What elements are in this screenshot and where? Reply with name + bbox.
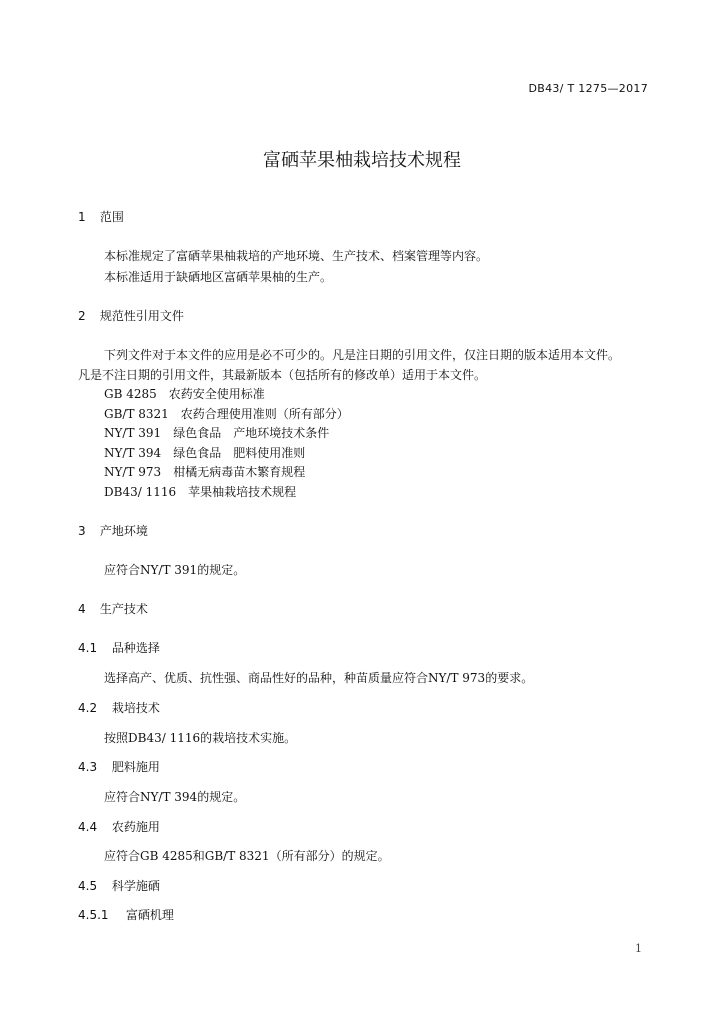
section-title: 规范性引用文件	[99, 309, 184, 323]
section-number: 3	[78, 524, 86, 538]
subsection-heading-4-3	[78, 758, 160, 775]
section-number: 4.5.1	[78, 908, 109, 922]
subsection-heading-4-1	[78, 639, 160, 656]
standard-code: DB43/ T 1275—2017	[528, 82, 648, 95]
paragraph: 本标准规定了富硒苹果柚栽培的产地环境、生产技术、档案管理等内容。	[104, 249, 489, 263]
section-title: 产地环境	[99, 524, 148, 538]
section-number: 4.4	[78, 820, 98, 834]
page-number: 1	[635, 942, 642, 955]
section-title: 肥料施用	[111, 760, 160, 774]
section-heading-2	[78, 307, 184, 324]
paragraph: 应符合GB 4285和GB/T 8321（所有部分）的规定。	[104, 849, 390, 863]
subsection-heading-4-5	[78, 877, 160, 894]
paragraph: 选择高产、优质、抗性强、商品性好的品种，种苗质量应符合NY/T 973的要求。	[104, 671, 534, 685]
section-number: 2	[78, 309, 86, 323]
section-number: 4.5	[78, 879, 98, 893]
section-title: 品种选择	[111, 641, 160, 655]
paragraph: 应符合NY/T 394的规定。	[104, 790, 246, 804]
paragraph: 按照DB43/ 1116的栽培技术实施。	[104, 731, 297, 745]
paragraph-continuation: 凡是不注日期的引用文件，其最新版本（包括所有的修改单）适用于本文件。	[78, 368, 487, 382]
reference-item: GB 4285 农药安全使用标准	[104, 387, 265, 401]
reference-item: NY/T 391 绿色食品 产地环境技术条件	[104, 426, 330, 440]
paragraph: 下列文件对于本文件的应用是必不可少的。凡是注日期的引用文件，仅注日期的版本适用本文件。	[104, 348, 621, 362]
section-title: 范围	[99, 210, 124, 224]
section-number: 4.1	[78, 641, 98, 655]
subsection-heading-4-5-1	[78, 906, 174, 923]
section-title: 科学施硒	[111, 879, 160, 893]
section-heading-4	[78, 600, 148, 617]
section-title: 生产技术	[99, 602, 148, 616]
subsection-heading-4-2	[78, 699, 160, 716]
reference-item: GB/T 8321 农药合理使用准则（所有部分）	[104, 407, 349, 421]
section-heading-3	[78, 522, 148, 539]
subsection-heading-4-4	[78, 818, 160, 835]
document-title: 富硒苹果柚栽培技术规程	[263, 150, 461, 171]
paragraph: 应符合NY/T 391的规定。	[104, 563, 246, 577]
section-number: 1	[78, 210, 86, 224]
section-title: 农药施用	[111, 820, 160, 834]
section-number: 4.2	[78, 701, 98, 715]
paragraph: 本标准适用于缺硒地区富硒苹果柚的生产。	[104, 270, 333, 284]
section-title: 栽培技术	[111, 701, 160, 715]
section-number: 4	[78, 602, 86, 616]
reference-item: DB43/ 1116 苹果柚栽培技术规程	[104, 485, 297, 499]
section-title: 富硒机理	[125, 908, 174, 922]
section-number: 4.3	[78, 760, 98, 774]
reference-item: NY/T 394 绿色食品 肥料使用准则	[104, 446, 306, 460]
reference-item: NY/T 973 柑橘无病毒苗木繁育规程	[104, 465, 306, 479]
section-heading-1	[78, 208, 124, 225]
